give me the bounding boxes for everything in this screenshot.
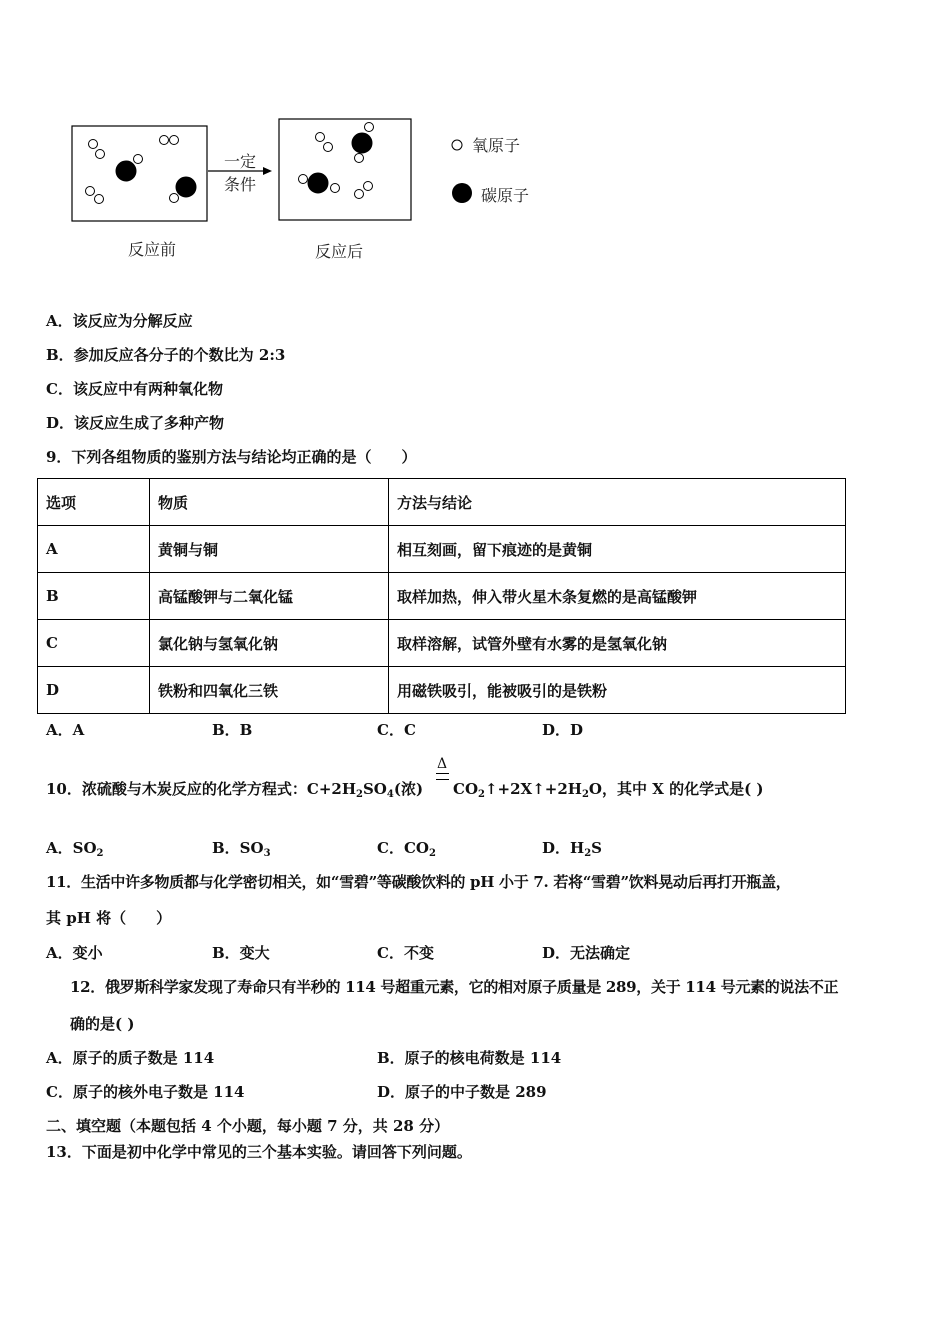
q10-equals-sign	[436, 773, 449, 780]
co2-molecule	[352, 123, 374, 163]
q10-delta-symbol: Δ	[437, 756, 448, 772]
q10-option-d	[542, 838, 602, 864]
table-cell: B	[38, 573, 150, 620]
arrow-head	[263, 167, 272, 175]
q10-acid: (浓)	[393, 780, 424, 798]
q10-opt-sub: 2	[96, 848, 104, 859]
q10-option-c	[377, 838, 436, 864]
q10-sub: 2	[581, 789, 589, 800]
table-cell: C	[38, 620, 150, 667]
q9-option-c: C．C	[377, 721, 416, 739]
q10-tail: O，其中 X 的化学式是( )	[588, 780, 764, 798]
table-header-cell: 选项	[38, 479, 150, 526]
q10-so: SO	[362, 780, 387, 798]
q10-stem-part1	[46, 779, 423, 805]
q12-stem-line1: 12．俄罗斯科学家发现了寿命只有半秒的 114 号超重元素，它的相对原子质量是 289，关于 114 号元素的说法不正	[70, 978, 839, 996]
co-molecule	[170, 177, 197, 203]
q12-option-a: A．原子的质子数是 114	[46, 1049, 215, 1067]
table-row	[38, 667, 846, 714]
q9-option-b: B．B	[212, 721, 253, 739]
table-cell: 取样加热，伸入带火星木条复燃的是高锰酸钾	[389, 573, 846, 620]
before-label: 反应前	[128, 240, 177, 259]
q11-option-c: C．不变	[377, 944, 434, 962]
o2-molecule	[86, 187, 104, 204]
co2-molecule	[299, 173, 340, 193]
table-cell: 高锰酸钾与二氧化锰	[150, 573, 389, 620]
q11-option-b: B．变大	[212, 944, 270, 962]
condition-bottom-label: 条件	[224, 175, 257, 194]
q9-stem: 9．下列各组物质的鉴别方法与结论均正确的是（ ）	[46, 448, 417, 466]
table-cell: 相互刻画，留下痕迹的是黄铜	[389, 526, 846, 573]
q10-opt-sub: 2	[584, 848, 592, 859]
q9-option-d: D．D	[542, 721, 584, 739]
legend-oxygen-label: 氧原子	[472, 136, 521, 155]
legend-carbon-label: 碳原子	[481, 186, 530, 205]
table-cell: 取样溶解，试管外壁有水雾的是氢氧化钠	[389, 620, 846, 667]
o2-molecule	[355, 182, 373, 199]
q10-option-a	[46, 838, 104, 864]
table-cell: D	[38, 667, 150, 714]
table-header-cell: 方法与结论	[389, 479, 846, 526]
after-label: 反应后	[315, 242, 364, 261]
q10-opt-text: S	[591, 839, 602, 857]
o2-molecule	[89, 140, 105, 159]
after-box	[279, 119, 411, 220]
table-cell: A	[38, 526, 150, 573]
q10-opt-text: B．SO	[212, 839, 264, 857]
table-cell: 用磁铁吸引，能被吸引的是铁粉	[389, 667, 846, 714]
q10-opt-text: C．CO	[377, 839, 429, 857]
q12-option-d: D．原子的中子数是 289	[377, 1083, 547, 1101]
table-cell: 黄铜与铜	[150, 526, 389, 573]
q10-option-b	[212, 838, 271, 864]
q10-sub: 2	[478, 789, 485, 800]
q9-table	[37, 478, 846, 714]
table-cell: 铁粉和四氧化三铁	[150, 667, 389, 714]
section-heading: 二、填空题（本题包括 4 个小题，每小题 7 分，共 28 分）	[46, 1117, 450, 1135]
q10-opt-text: D．H	[542, 839, 585, 857]
legend-carbon-symbol	[452, 183, 472, 203]
q10-rest: ↑+2X↑+2H	[484, 780, 582, 798]
q12-option-c: C．原子的核外电子数是 114	[46, 1083, 245, 1101]
q8-option-d: D．该反应生成了多种产物	[46, 414, 225, 432]
q10-sub: 2	[356, 789, 363, 800]
q12-option-b: B．原子的核电荷数是 114	[377, 1049, 562, 1067]
legend-oxygen-symbol	[452, 140, 462, 150]
q10-opt-sub: 3	[263, 848, 271, 859]
q10-opt-text: A．SO	[46, 839, 97, 857]
condition-top-label: 一定	[224, 152, 257, 171]
o2-molecule	[316, 133, 333, 152]
table-header-row	[38, 479, 846, 526]
q10-sub: 4	[386, 789, 394, 800]
q11-stem-line1: 11．生活中许多物质都与化学密切相关，如“雪碧”等碳酸饮料的 pH 小于 7. 若将“雪碧”饮料晃动后再打开瓶盖，	[46, 873, 791, 891]
reaction-diagram	[60, 110, 560, 230]
q10-opt-sub: 2	[428, 848, 436, 859]
q10-prefix: 10．浓硫酸与木炭反应的化学方程式：C+2H	[46, 780, 356, 798]
q12-stem-line2: 确的是( )	[70, 1015, 135, 1033]
q10-co: CO	[453, 780, 479, 798]
table-row	[38, 620, 846, 667]
co-molecule	[116, 155, 143, 182]
q11-stem-line2: 其 pH 将（ ）	[46, 909, 172, 927]
q9-option-a: A．A	[46, 721, 85, 739]
q11-option-d: D．无法确定	[542, 944, 631, 962]
table-cell: 氯化钠与氢氧化钠	[150, 620, 389, 667]
q11-option-a: A．变小	[46, 944, 103, 962]
q13-stem: 13．下面是初中化学中常见的三个基本实验。请回答下列问题。	[46, 1143, 472, 1161]
table-row	[38, 526, 846, 573]
o2-molecule	[160, 136, 179, 145]
q8-option-b: B．参加反应各分子的个数比为 2:3	[46, 346, 286, 364]
table-header-cell: 物质	[150, 479, 389, 526]
q8-option-c: C．该反应中有两种氧化物	[46, 380, 223, 398]
table-row	[38, 573, 846, 620]
q8-option-a: A．该反应为分解反应	[46, 312, 193, 330]
q10-stem-part2	[453, 779, 764, 805]
